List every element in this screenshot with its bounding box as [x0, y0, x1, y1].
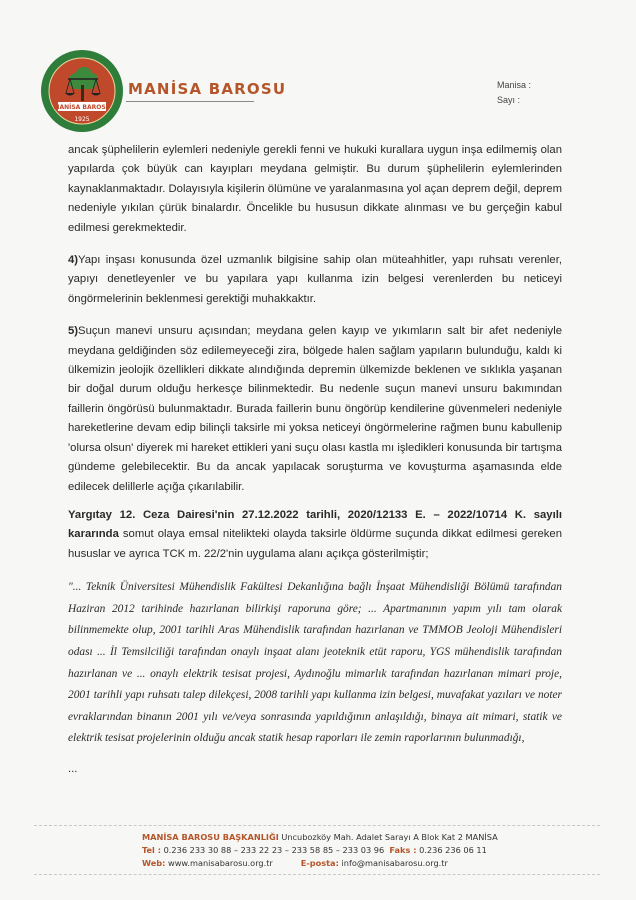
- logo-year: 1925: [74, 116, 90, 123]
- paragraph-1: ancak şüphelilerin eylemleri nedeniyle gerekli fenni ve hukuki kurallara uygun inşa edilmemiş olan yapılarda çok büyük can kayıpları meydana gelmiştir. Bu durum şüphelilerin eylemlerinden kaynaklanmaktadır. Dolayısıyla kişilerin ölümüne ve yaralanmasına yol açan deprem değil, deprem nedeniyle yıkılan çürük binalardır. Öncelikle bu hususun dikkate alınması ve bu gerçeğin kabul edilmesi gerekmektedir.: [68, 144, 562, 234]
- footer-web-label: Web:: [142, 858, 166, 868]
- quote-continuation: ...: [68, 762, 78, 775]
- document-meta: [497, 78, 531, 108]
- footer-fax-label: Faks :: [389, 845, 417, 855]
- footer-tel-label: Tel :: [142, 845, 161, 855]
- footer-web-link[interactable]: www.manisabarosu.org.tr: [165, 858, 273, 868]
- footer-address: Uncubozköy Mah. Adalet Sarayı A Blok Kat 2 MANİSA: [278, 832, 498, 842]
- footer-email-label: E-posta:: [300, 858, 339, 868]
- logo-text: MANİSA BAROSU: [53, 104, 111, 111]
- paragraph-4: [68, 506, 562, 564]
- letterhead-footer: [142, 831, 498, 870]
- footer-org: MANİSA BAROSU BAŞKANLIĞI: [142, 832, 279, 842]
- decision-quote: "... Teknik Üniversitesi Mühendislik Fakültesi Dekanlığına bağlı İnşaat Mühendisliği Bölümü tarafından Haziran 2012 tarihinde hazırlanan bilirkişi raporuna göre; ... Apartmanının yapım yılı tam olarak bilinmemekte olup, 2001 tarihli Aras Mühendislik tarafından hazırlanan ve TMMOB Jeoloji Mühendisleri odası ... İl Temsilciliği tarafından onaylı inşaat alanı jeoteknik etüt raporu, YGS mühendislik tarafından hazırlanan ve ... onaylı elektrik tesisat projesi, Aydınoğlu mimarlık tarafından hazırlanan mimari proje, 2001 tarihli yapı ruhsatı talep dilekçesi, 2008 tarihli yapı kullanma izin belgesi, muvafakat yazıları ve noter evraklarından binanın 2001 yılı ve/veya sonrasında yapıldığının anlaşıldığı, binaya ait mimari, statik ve elektrik tesisat projelerinin olduğu ancak statik hesap raporları ile zemin raporlarının bulunmadığı,: [68, 581, 562, 745]
- footer-email-link[interactable]: info@manisabarosu.org.tr: [338, 858, 448, 868]
- brand-underline: [126, 101, 254, 102]
- brand-name: MANİSA BAROSU: [128, 80, 287, 98]
- bar-association-logo: [40, 49, 124, 133]
- paragraph-2: [68, 251, 562, 309]
- meta-number-label: Sayı :: [497, 95, 521, 105]
- paragraph-2-text: Yapı inşası konusunda özel uzmanlık bilgisine sahip olan müteahhitler, yapı ruhsatı verenler, yapıyı denetleyenler ve bu yapılara yapı kullanma izin belgesi verenlerden bu neticeyi öngörmelerinin beklenmesi gerektiği muhakkaktır.: [68, 254, 562, 305]
- footer-divider-bottom: [34, 874, 600, 875]
- footer-fax: 0.236 236 06 11: [416, 845, 487, 855]
- letter-body: [68, 141, 562, 779]
- footer-tel: 0.236 233 30 88 – 233 22 23 – 233 58 85 – 233 03 96: [160, 845, 385, 855]
- paragraph-3-number: 5): [68, 325, 79, 338]
- paragraph-4-text: somut olaya emsal nitelikteki olayda taksirle öldürme suçunda dikkat edilmesi gereken hususlar ve ayrıca TCK m. 22/2'nin uygulama alanı açıkça gösterilmiştir;: [68, 528, 562, 560]
- paragraph-3-text: Suçun manevi unsuru açısından; meydana gelen kayıp ve yıkımların salt bir afet nedeniyle meydana geldiğinden söz edilemeyeceği zira, bölgede halen sağlam yapıların bulunduğu, kaldı ki ülkemizin jeolojik özellikleri dikkate alındığında depremin ülkemizde beklenen ve sıklıkla yaşanan bir doğal durum olduğu herkesçe bilinmektedir. Bu nedenle suçun manevi unsuru bakımından faillerin öngörüsü bulunmaktadır. Burada faillerin bunu öngörüp kendilerine güvenmeleri nedeniyle hareketlerine devam edip bilinçli taksirle mi yoksa neticeyi öngörmelerine rağmen bunu kabullenip 'olursa olsun' diyerek mi hareket ettikleri yani suçu olası kastla mı işledikleri konusunda bir tartışma gündeme gelebilecektir. Bu da ancak yapılacak soruşturma ve kovuşturma aşamasında elde edilecek delillerle açığa çıkarılabilir.: [68, 325, 562, 493]
- court-decision-reference: Yargıtay 12. Ceza Dairesi'nin 27.12.2022 tarihli, 2020/12133 E. – 2022/10714 K. sayılı kararında: [68, 508, 562, 541]
- paragraph-3: [68, 322, 562, 497]
- paragraph-2-number: 4): [68, 254, 79, 267]
- footer-divider-top: [34, 825, 600, 826]
- meta-city-label: Manisa :: [497, 80, 532, 90]
